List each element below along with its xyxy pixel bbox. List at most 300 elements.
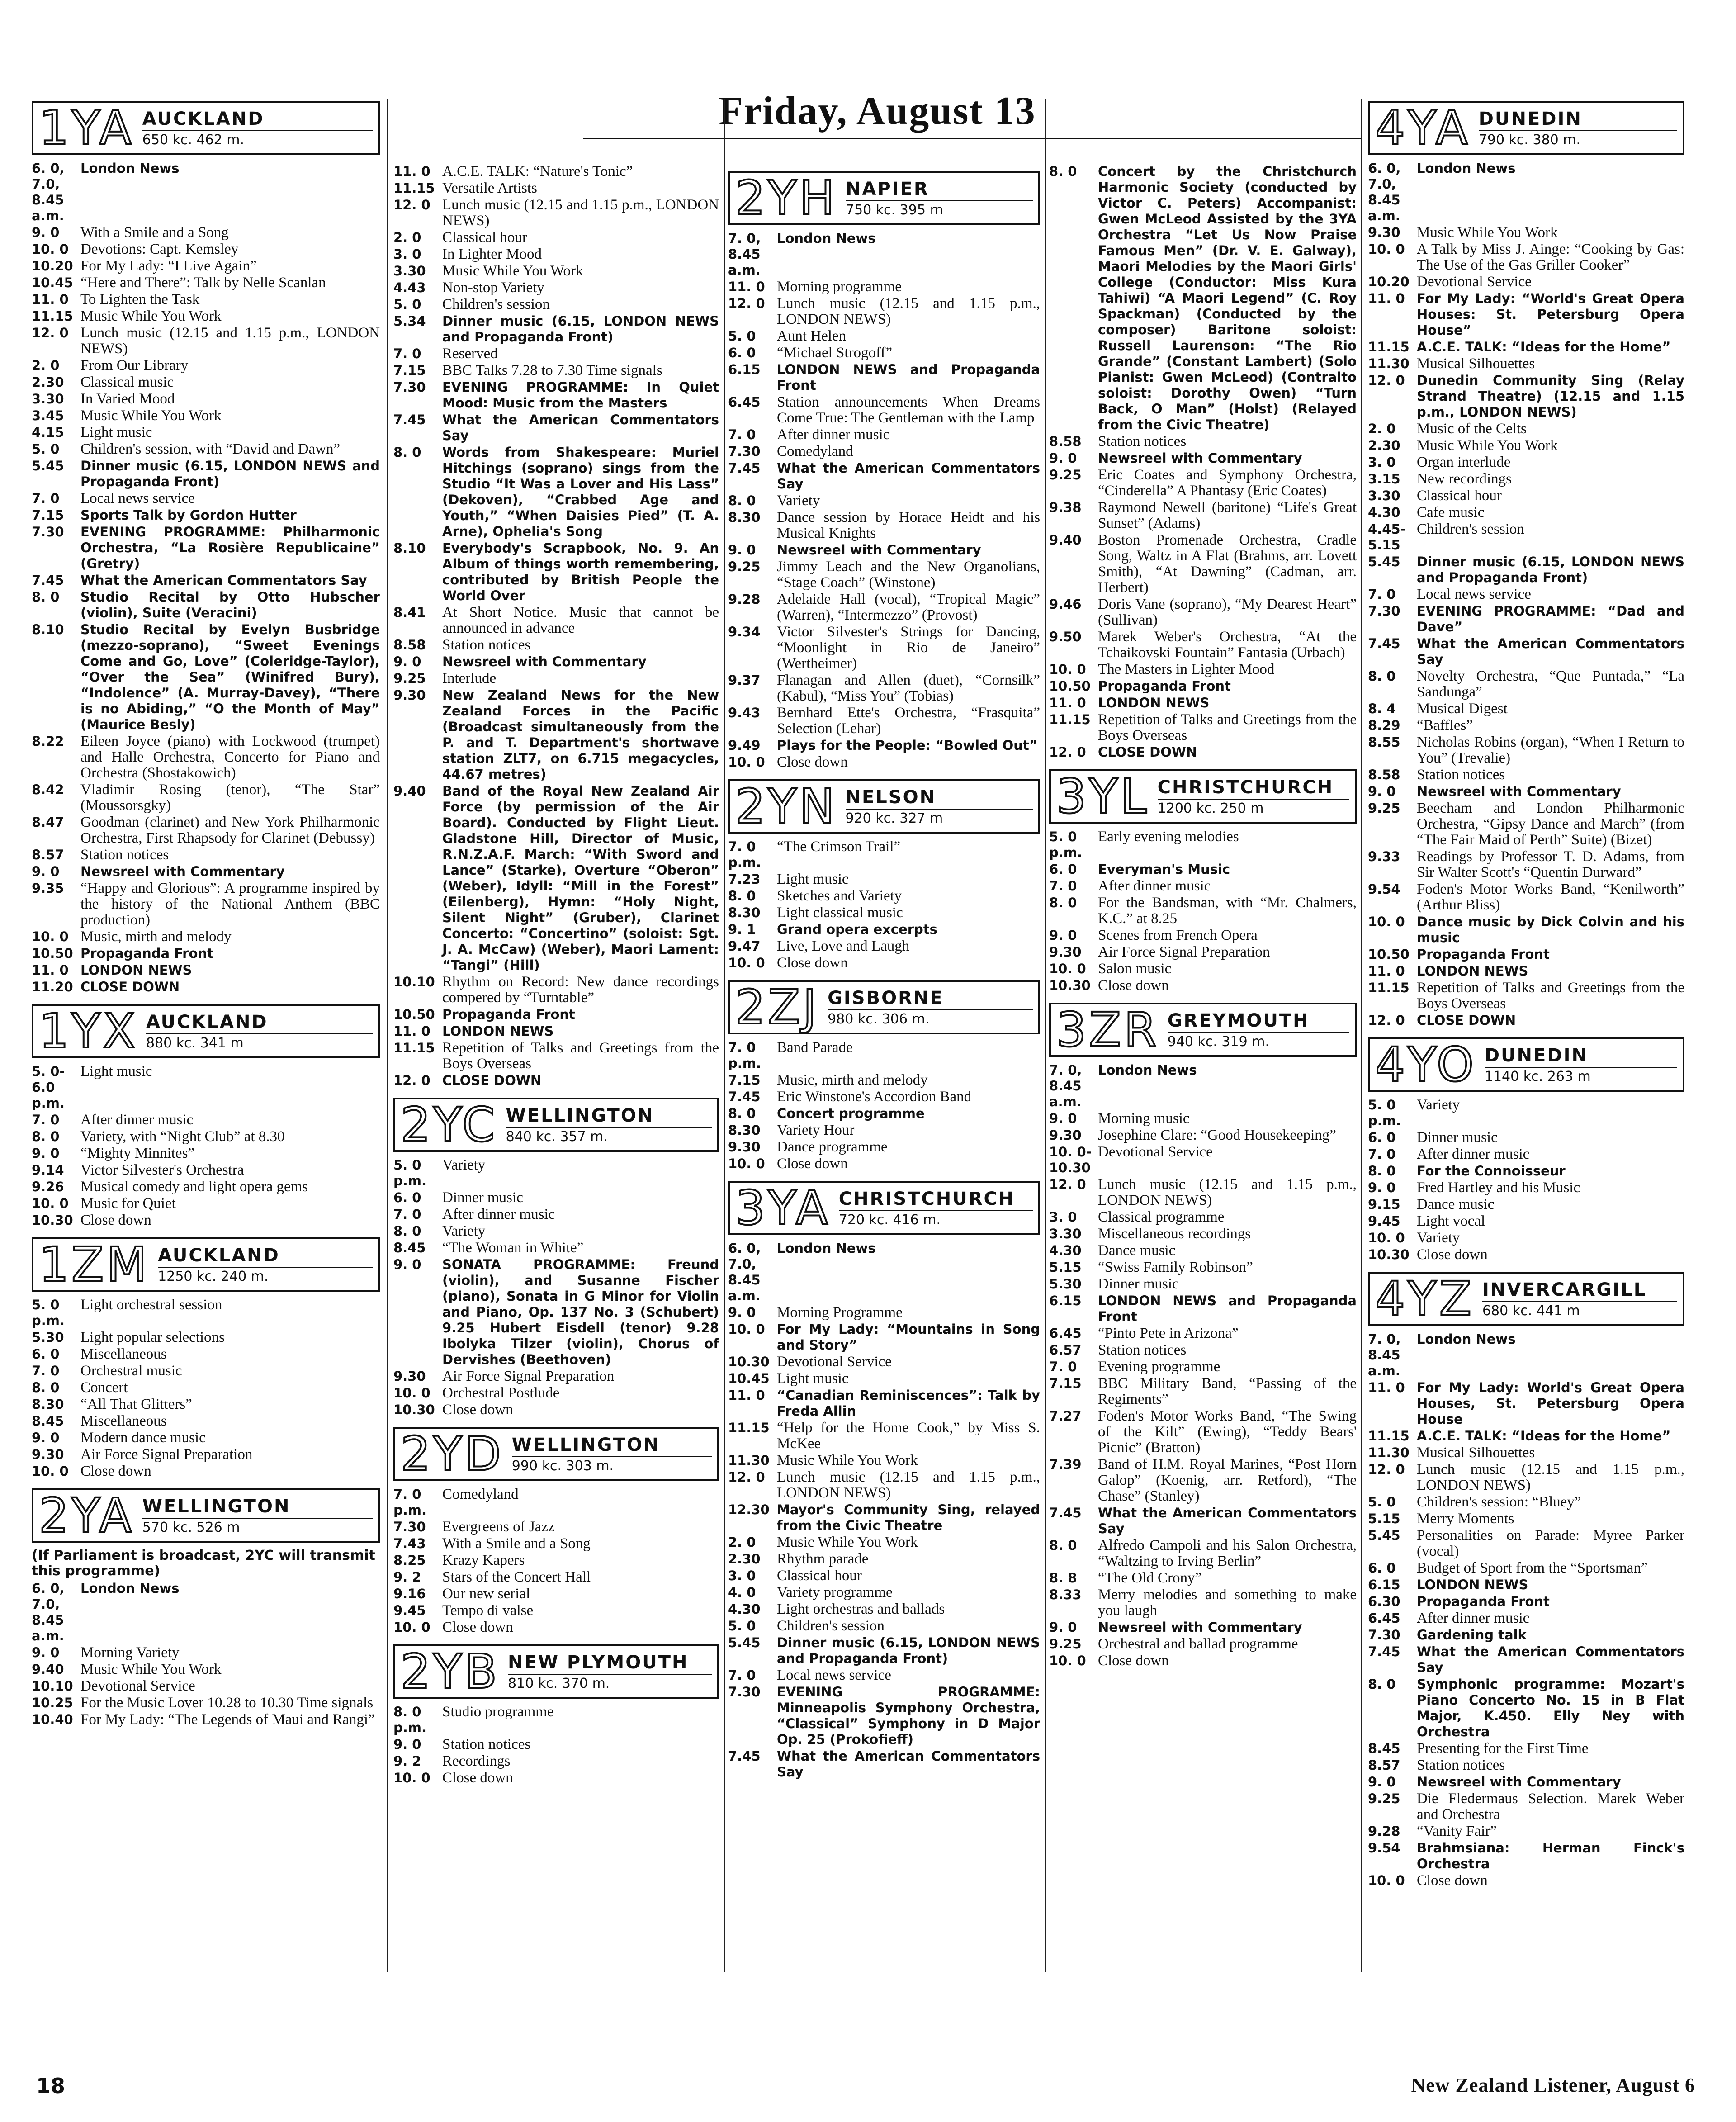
programme-item bbox=[1368, 554, 1684, 586]
station-section bbox=[1368, 1037, 1684, 1263]
programme-item bbox=[1368, 274, 1684, 290]
programme-time: 9.28 bbox=[728, 592, 761, 607]
station-meta bbox=[142, 1496, 373, 1535]
programme-time: 10. 0 bbox=[32, 1196, 69, 1211]
programme-time: 6. 0 bbox=[1049, 862, 1077, 877]
programme-title: What the American Commentators Say bbox=[1417, 1644, 1684, 1675]
station-header bbox=[32, 1004, 380, 1058]
programme-time: 6. 0 bbox=[32, 1346, 60, 1362]
programme-item bbox=[393, 687, 719, 782]
station-city: CHRISTCHURCH bbox=[1158, 777, 1349, 800]
column-rule bbox=[1045, 99, 1046, 1972]
programme-time: 11. 0 bbox=[1368, 1380, 1405, 1395]
station-section bbox=[1049, 769, 1357, 994]
programme-item bbox=[728, 328, 1040, 344]
programme-time: 12. 0 bbox=[728, 1469, 765, 1485]
programme-time: 6.57 bbox=[1049, 1342, 1082, 1358]
programme-item bbox=[1368, 734, 1684, 766]
programme-item bbox=[728, 1388, 1040, 1419]
programme-time: 5. 0 bbox=[32, 441, 60, 457]
station-callsign: 2YB bbox=[401, 1644, 500, 1699]
programme-time: 10.10 bbox=[32, 1678, 73, 1694]
programme-time: 9. 2 bbox=[393, 1753, 421, 1769]
station-city: INVERCARGILL bbox=[1482, 1279, 1677, 1302]
programme-time: 9. 0 bbox=[393, 654, 421, 669]
programme-title: For My Lady: “Mountains in Song and Story” bbox=[777, 1322, 1040, 1353]
programme-title: Dance music by Dick Colvin and his music bbox=[1417, 914, 1684, 945]
programme-time: 7. 0 bbox=[32, 491, 60, 506]
programme-title: “The Crimson Trail” bbox=[777, 838, 901, 855]
programme-item bbox=[32, 1297, 380, 1329]
programme-title: EVENING PROGRAMME: Minneapolis Symphony Orchestra, “Classical” Symphony in D Major Op. 25 (Prokofieff) bbox=[777, 1684, 1040, 1747]
programme-time: 11. 0 bbox=[393, 164, 430, 179]
programme-time: 10.45 bbox=[32, 275, 73, 290]
programme-title: Boston Promenade Orchestra, Cradle Song, Waltz in A Flat (Brahms, arr. Lovett Smith), “At Dawning” (Cadman, arr. Herbert) bbox=[1098, 532, 1357, 596]
programme-title: Children's session bbox=[777, 1618, 885, 1634]
programme-title: Band of H.M. Royal Marines, “Post Horn Galop” (Koenig, arr. Retford), “The Chase” (Stanley) bbox=[1098, 1456, 1357, 1504]
programme-time: 10.20 bbox=[1368, 274, 1410, 289]
programme-item bbox=[1049, 662, 1357, 677]
programme-time: 11.15 bbox=[728, 1420, 770, 1435]
programme-time: 10.25 bbox=[32, 1695, 73, 1710]
station-frequency: 880 kc. 341 m bbox=[146, 1035, 244, 1051]
station-meta bbox=[839, 1189, 1033, 1228]
programme-time: 9.25 bbox=[393, 671, 426, 686]
programme-item bbox=[1049, 1653, 1357, 1669]
programme-time: 9.34 bbox=[728, 624, 761, 639]
programme-time: 8. 0 bbox=[1049, 164, 1077, 179]
programme-item bbox=[32, 1678, 380, 1694]
programme-time: 7.30 bbox=[393, 1519, 426, 1535]
programme-item bbox=[1049, 1293, 1357, 1325]
programme-title: Music While You Work bbox=[777, 1534, 918, 1550]
programme-title: Band of the Royal New Zealand Air Force (by permission of the Air Board). Conducted by Flight Lieut. Gladstone Hill, Director of Music, R.N.Z.A.F. March: “With Sword and Lance” (Starke), Overture “Oberon” (Weber), Idyll: “Mill in the Forest” (Eilenberg), Hymn: “Holy Night, Silent Night” (Gruber), Clarinet Concerto: “Concertino” (soloist: Sgt. J. A. McCaw) (Weber), Maori Lament: “Tangi” (Hill) bbox=[442, 783, 719, 973]
programme-time: 5.45 bbox=[1368, 554, 1400, 569]
programme-item bbox=[1368, 1180, 1684, 1196]
programme-item bbox=[32, 881, 380, 928]
programme-time: 8.29 bbox=[1368, 718, 1400, 733]
station-callsign: 2YA bbox=[39, 1488, 134, 1543]
programme-title: CLOSE DOWN bbox=[80, 979, 180, 995]
programme-time: 8. 0 bbox=[1368, 1677, 1396, 1692]
programme-time: 5. 0-6.0 p.m. bbox=[32, 1064, 65, 1111]
programme-item bbox=[728, 1667, 1040, 1683]
programme-time: 8.42 bbox=[32, 782, 64, 797]
programme-time: 4.30 bbox=[1049, 1243, 1082, 1258]
programme-title: CLOSE DOWN bbox=[1098, 744, 1197, 760]
programme-title: Plays for the People: “Bowled Out” bbox=[777, 738, 1038, 753]
programme-time: 8. 0 bbox=[393, 1223, 421, 1239]
station-section bbox=[32, 1488, 380, 1728]
programme-time: 6.45 bbox=[728, 394, 761, 410]
station-header bbox=[728, 1181, 1040, 1235]
programme-time: 7.45 bbox=[728, 1089, 761, 1104]
programme-item bbox=[1049, 862, 1357, 877]
programme-title: Victor Silvester's Orchestra bbox=[80, 1162, 244, 1178]
programme-time: 11.15 bbox=[1368, 339, 1410, 355]
programme-item bbox=[728, 955, 1040, 971]
programme-item bbox=[32, 734, 380, 781]
station-city: DUNEDIN bbox=[1485, 1045, 1677, 1068]
programme-title: Dinner music (6.15, LONDON NEWS and Propaganda Front) bbox=[80, 458, 380, 489]
programme-title: Dance music bbox=[1098, 1242, 1176, 1259]
programme-item bbox=[728, 1156, 1040, 1172]
programme-time: 10.30 bbox=[32, 1213, 73, 1228]
station-section bbox=[393, 1644, 719, 1786]
programme-item bbox=[728, 1241, 1040, 1304]
programme-item bbox=[1368, 881, 1684, 913]
programme-item bbox=[32, 962, 380, 978]
programme-title: Krazy Kapers bbox=[442, 1552, 525, 1568]
programme-time: 11.15 bbox=[32, 308, 73, 324]
programme-title: Children's session: “Bluey” bbox=[1417, 1494, 1581, 1510]
programme-title: Non-stop Variety bbox=[442, 279, 544, 296]
programme-item bbox=[393, 1519, 719, 1535]
station-city: AUCKLAND bbox=[158, 1245, 373, 1268]
programme-item bbox=[393, 1157, 719, 1189]
programme-title: The Masters in Lighter Mood bbox=[1098, 661, 1275, 677]
programme-time: 10.45 bbox=[728, 1371, 770, 1386]
programme-title: “Vanity Fair” bbox=[1417, 1823, 1497, 1839]
programme-time: 7.30 bbox=[1368, 603, 1400, 619]
programme-item bbox=[1049, 1342, 1357, 1358]
programme-time: 9. 0 bbox=[1049, 928, 1077, 943]
programme-item bbox=[728, 345, 1040, 361]
programme-title: Propaganda Front bbox=[80, 946, 213, 961]
programme-item bbox=[393, 1487, 719, 1518]
programme-item bbox=[1368, 1644, 1684, 1676]
programme-title: Merry melodies and something to make you laugh bbox=[1098, 1587, 1357, 1619]
programme-time: 11. 0 bbox=[1049, 695, 1086, 710]
programme-title: Devotional Service bbox=[777, 1354, 892, 1370]
programme-time: 10.50 bbox=[32, 946, 73, 961]
programme-title: Nicholas Robins (organ), “When I Return to You” (Trevalie) bbox=[1417, 734, 1684, 766]
programme-item bbox=[1368, 668, 1684, 700]
programme-item bbox=[393, 1207, 719, 1222]
programme-item bbox=[728, 1371, 1040, 1387]
programme-item bbox=[1368, 800, 1684, 848]
programme-title: Propaganda Front bbox=[1098, 678, 1231, 694]
programme-title: A Talk by Miss J. Ainge: “Cooking by Gas: The Use of the Gas Griller Cooker” bbox=[1417, 241, 1684, 273]
programme-title: Josephine Clare: “Good Housekeeping” bbox=[1098, 1127, 1336, 1143]
programme-item bbox=[32, 1430, 380, 1446]
programme-time: 8. 0 bbox=[1368, 1163, 1396, 1179]
programme-title: London News bbox=[80, 161, 180, 176]
station-frequency: 840 kc. 357 m. bbox=[506, 1128, 608, 1145]
programme-item bbox=[32, 622, 380, 733]
programme-time: 11.30 bbox=[1368, 356, 1410, 371]
programme-title: Close down bbox=[442, 1619, 513, 1635]
programme-title: For My Lady: “I Live Again” bbox=[80, 258, 257, 274]
programme-title: What the American Commentators Say bbox=[777, 460, 1040, 492]
programme-title: Musical Silhouettes bbox=[1417, 1445, 1535, 1461]
programme-title: Budget of Sport from the “Sportsman” bbox=[1417, 1560, 1648, 1576]
station-note: (If Parliament is broadcast, 2YC will transmit this programme) bbox=[32, 1548, 375, 1579]
programme-time: 10. 0 bbox=[728, 1322, 765, 1337]
programme-time: 7.30 bbox=[1368, 1627, 1400, 1643]
programme-item bbox=[1368, 1380, 1684, 1427]
station-header bbox=[32, 1237, 380, 1292]
programme-item bbox=[728, 1139, 1040, 1155]
programme-item bbox=[1049, 1276, 1357, 1292]
programme-title: Newsreel with Commentary bbox=[1098, 1620, 1302, 1635]
programme-item bbox=[1368, 947, 1684, 962]
programme-title: Close down bbox=[80, 1212, 151, 1228]
programme-title: Marek Weber's Orchestra, “At the Tchaikovski Fountain” Fantasia (Urbach) bbox=[1098, 629, 1357, 661]
programme-title: Foden's Motor Works Band, “Kenilworth” (Arthur Bliss) bbox=[1417, 881, 1684, 913]
programme-time: 8.45 bbox=[1368, 1741, 1400, 1756]
programme-time: 7.30 bbox=[728, 1684, 761, 1700]
programme-title: Close down bbox=[442, 1770, 513, 1786]
programme-time: 9. 2 bbox=[393, 1569, 421, 1585]
programme-title: Light music bbox=[777, 1370, 849, 1387]
programme-title: Dance session by Horace Heidt and his Musical Knights bbox=[777, 509, 1040, 541]
station-header bbox=[1368, 1037, 1684, 1092]
programme-item bbox=[728, 1585, 1040, 1601]
station-city: NAPIER bbox=[846, 179, 1033, 201]
programme-title: Light vocal bbox=[1417, 1213, 1485, 1229]
programme-item bbox=[32, 258, 380, 274]
programme-time: 7.43 bbox=[393, 1536, 426, 1551]
station-callsign: 3YL bbox=[1056, 769, 1149, 824]
programme-title: “Canadian Reminiscences”: Talk by Freda Allin bbox=[777, 1388, 1040, 1419]
programme-time: 8.33 bbox=[1049, 1587, 1082, 1602]
programme-title: Eileen Joyce (piano) with Lockwood (trumpet) and Halle Orchestra, Concerto for Piano and Orchestra (Shostakowich) bbox=[80, 733, 380, 781]
programme-time: 7.45 bbox=[32, 573, 64, 588]
programme-time: 2. 0 bbox=[728, 1535, 756, 1550]
programme-item bbox=[728, 510, 1040, 541]
station-city: WELLINGTON bbox=[142, 1496, 373, 1519]
programme-time: 5.45 bbox=[32, 458, 64, 474]
programme-title: Light orchestral session bbox=[80, 1297, 222, 1313]
programme-item bbox=[728, 905, 1040, 921]
programme-item bbox=[32, 458, 380, 490]
programme-item bbox=[393, 230, 719, 246]
station-meta bbox=[1482, 1279, 1677, 1319]
programme-item bbox=[32, 1112, 380, 1128]
programme-title: Beecham and London Philharmonic Orchestra, “Gipsy Dance and March” (from “The Fair Maid of Perth” Suite) (Bizet) bbox=[1417, 800, 1684, 848]
programme-item bbox=[393, 1737, 719, 1753]
programme-item bbox=[1368, 1197, 1684, 1213]
programme-item bbox=[393, 605, 719, 636]
programme-title: Musical Digest bbox=[1417, 701, 1508, 717]
programme-item bbox=[1368, 1097, 1684, 1129]
programme-time: 7.45 bbox=[728, 1748, 761, 1764]
station-header bbox=[393, 1427, 719, 1481]
programme-title: Lunch music (12.15 and 1.15 p.m., LONDON NEWS) bbox=[777, 1469, 1040, 1501]
station-section bbox=[32, 1237, 380, 1479]
station-city: NEW PLYMOUTH bbox=[508, 1652, 712, 1675]
programme-title: At Short Notice. Music that cannot be announced in advance bbox=[442, 604, 719, 636]
programme-title: Station notices bbox=[1098, 433, 1187, 450]
programme-time: 9. 0 bbox=[32, 864, 60, 879]
programme-title: “Baffles” bbox=[1417, 717, 1473, 734]
programme-item bbox=[728, 1684, 1040, 1748]
programme-time: 7. 0 p.m. bbox=[728, 839, 762, 870]
programme-time: 10. 0 bbox=[393, 1620, 430, 1635]
programme-title: Tempo di valse bbox=[442, 1602, 534, 1619]
programme-item bbox=[1049, 1408, 1357, 1456]
programme-time: 5. 0 bbox=[728, 1618, 756, 1634]
station-frequency: 720 kc. 416 m. bbox=[838, 1212, 941, 1228]
programme-time: 8.30 bbox=[32, 1397, 64, 1412]
programme-item bbox=[32, 929, 380, 945]
programme-title: Grand opera excerpts bbox=[777, 922, 937, 937]
programme-item bbox=[1368, 1677, 1684, 1740]
programme-time: 5. 0 p.m. bbox=[393, 1157, 427, 1189]
programme-item bbox=[32, 1581, 380, 1644]
programme-time: 8. 0 bbox=[32, 1129, 60, 1144]
programme-title: Music While You Work bbox=[80, 308, 222, 324]
programme-title: Music for Quiet bbox=[80, 1195, 176, 1212]
programme-title: After dinner music bbox=[777, 426, 890, 443]
programme-title: Everyman's Music bbox=[1098, 862, 1230, 877]
station-city: WELLINGTON bbox=[506, 1105, 712, 1128]
programme-item bbox=[728, 1453, 1040, 1468]
programme-item bbox=[728, 1322, 1040, 1353]
programme-time: 9.35 bbox=[32, 881, 64, 896]
programme-title: Studio Recital by Evelyn Busbridge (mezzo-soprano), “Sweet Evenings Come and Go, Love” (Coleridge-Taylor), “Over the Sea” (Winifred Bury), “Indolence” (A. Murray-Davey), “There is no Abiding,” “O the Month of May” (Maurice Besly) bbox=[80, 622, 380, 732]
programme-time: 5. 0 p.m. bbox=[1049, 829, 1083, 860]
programme-item bbox=[1368, 1462, 1684, 1493]
programme-time: 6.15 bbox=[1368, 1577, 1400, 1592]
programme-item bbox=[1368, 1013, 1684, 1028]
programme-item bbox=[1049, 629, 1357, 661]
programme-title: Variety bbox=[1417, 1230, 1460, 1246]
programme-title: Devotional Service bbox=[80, 1678, 195, 1694]
programme-title: A.C.E. TALK: “Ideas for the Home” bbox=[1417, 339, 1671, 355]
programme-time: 3.30 bbox=[1368, 488, 1400, 503]
programme-title: Presenting for the First Time bbox=[1417, 1740, 1589, 1757]
programme-title: Orchestral Postlude bbox=[442, 1385, 560, 1401]
programme-item bbox=[393, 1753, 719, 1769]
station-frequency: 920 kc. 327 m bbox=[845, 810, 943, 826]
programme-title: Classical music bbox=[80, 374, 174, 390]
programme-time: 7.45 bbox=[1049, 1505, 1082, 1520]
programme-title: Our new serial bbox=[442, 1586, 530, 1602]
programme-item bbox=[1368, 1163, 1684, 1179]
programme-item bbox=[728, 279, 1040, 295]
programme-time: 9.15 bbox=[1368, 1197, 1400, 1212]
station-callsign: 1ZM bbox=[39, 1237, 150, 1292]
programme-title: Music, mirth and melody bbox=[80, 928, 232, 945]
programme-time: 3.45 bbox=[32, 408, 64, 423]
programme-item bbox=[393, 1603, 719, 1619]
programme-title: Sketches and Variety bbox=[777, 888, 902, 904]
programme-item bbox=[32, 1464, 380, 1479]
programme-time: 9.26 bbox=[32, 1179, 64, 1194]
station-city: GREYMOUTH bbox=[1168, 1010, 1349, 1033]
programme-title: Eric Coates and Symphony Orchestra, “Cinderella” A Phantasy (Eric Coates) bbox=[1098, 467, 1357, 499]
programme-time: 8.30 bbox=[728, 1123, 761, 1138]
programme-time: 9. 1 bbox=[728, 922, 756, 937]
programme-time: 8.57 bbox=[1368, 1757, 1400, 1773]
programme-item bbox=[728, 872, 1040, 887]
programme-title: Personalities on Parade: Myree Parker (vocal) bbox=[1417, 1527, 1684, 1559]
programme-time: 2.30 bbox=[32, 374, 64, 390]
programme-time: 7.27 bbox=[1049, 1408, 1082, 1424]
programme-item bbox=[1368, 1627, 1684, 1643]
programme-title: Variety Hour bbox=[777, 1122, 855, 1138]
programme-time: 5.15 bbox=[1049, 1260, 1082, 1275]
programme-title: Lunch music (12.15 and 1.15 p.m., LONDON NEWS) bbox=[80, 325, 380, 357]
station-header bbox=[32, 101, 380, 155]
programme-time: 9.46 bbox=[1049, 597, 1082, 612]
programme-title: Music While You Work bbox=[1417, 224, 1558, 241]
programme-item bbox=[32, 1129, 380, 1145]
programme-item bbox=[1049, 597, 1357, 628]
programme-time: 11. 0 bbox=[1368, 963, 1405, 979]
programme-time: 10. 0 bbox=[1368, 914, 1405, 929]
programme-time: 3.30 bbox=[32, 391, 64, 407]
programme-title: Station announcements When Dreams Come True: The Gentleman with the Lamp bbox=[777, 394, 1040, 426]
programme-time: 3. 0 bbox=[393, 246, 421, 262]
programme-item bbox=[32, 1380, 380, 1396]
station-section bbox=[728, 171, 1040, 770]
programme-item bbox=[1368, 1791, 1684, 1823]
programme-title: Music While You Work bbox=[80, 1661, 222, 1677]
programme-title: LONDON NEWS bbox=[442, 1023, 554, 1039]
programme-item bbox=[393, 1553, 719, 1568]
station-callsign: 4YO bbox=[1375, 1037, 1476, 1092]
programme-time: 12. 0 bbox=[1368, 1462, 1405, 1477]
programme-item bbox=[1368, 636, 1684, 668]
programme-item bbox=[728, 1123, 1040, 1138]
programme-item bbox=[1368, 701, 1684, 717]
programme-time: 4.30 bbox=[728, 1601, 761, 1617]
programme-title: Comedyland bbox=[442, 1486, 519, 1502]
column-2 bbox=[393, 163, 719, 1986]
programme-item bbox=[1368, 1873, 1684, 1889]
programme-title: LONDON NEWS and Propaganda Front bbox=[777, 362, 1040, 393]
programme-title: Music, mirth and melody bbox=[777, 1072, 928, 1088]
programme-item bbox=[728, 1618, 1040, 1634]
programme-title: Organ interlude bbox=[1417, 454, 1511, 470]
column-rule bbox=[387, 99, 388, 1972]
programme-title: Doris Vane (soprano), “My Dearest Heart” (Sullivan) bbox=[1098, 596, 1357, 628]
programme-title: Raymond Newell (baritone) “Life's Great Sunset” (Adams) bbox=[1098, 499, 1357, 531]
programme-item bbox=[1368, 1428, 1684, 1444]
programme-item bbox=[728, 460, 1040, 492]
programme-item bbox=[32, 491, 380, 507]
programme-title: “The Old Crony” bbox=[1098, 1570, 1202, 1586]
programme-time: 12. 0 bbox=[1049, 744, 1086, 760]
programme-time: 9. 0 bbox=[393, 1737, 421, 1752]
programme-title: “Swiss Family Robinson” bbox=[1098, 1259, 1253, 1275]
programme-item bbox=[1368, 1213, 1684, 1229]
programme-item bbox=[1049, 1636, 1357, 1652]
programme-title: Air Force Signal Preparation bbox=[442, 1368, 615, 1384]
programme-title: What the American Commentators Say bbox=[777, 1748, 1040, 1780]
station-city: GISBORNE bbox=[828, 988, 1033, 1010]
programme-title: EVENING PROGRAMME: “Dad and Dave” bbox=[1417, 603, 1684, 635]
programme-item bbox=[1368, 1230, 1684, 1246]
programme-item bbox=[32, 408, 380, 424]
programme-title: For My Lady: “World's Great Opera Houses: St. Petersburg Opera House” bbox=[1417, 291, 1684, 338]
programme-time: 7.45 bbox=[1368, 636, 1400, 651]
programme-item bbox=[1368, 488, 1684, 504]
programme-item bbox=[1049, 744, 1357, 760]
programme-title: After dinner music bbox=[442, 1206, 555, 1222]
programme-item bbox=[393, 379, 719, 411]
programme-time: 11. 0 bbox=[1368, 291, 1405, 306]
programme-item bbox=[728, 592, 1040, 623]
programme-title: Light popular selections bbox=[80, 1329, 225, 1345]
programme-item bbox=[393, 280, 719, 296]
programme-time: 8. 0 p.m. bbox=[393, 1704, 427, 1735]
programme-title: Rhythm parade bbox=[777, 1551, 869, 1567]
programme-title: EVENING PROGRAMME: Philharmonic Orchestra, “La Rosière Republicaine” (Gretry) bbox=[80, 524, 380, 571]
